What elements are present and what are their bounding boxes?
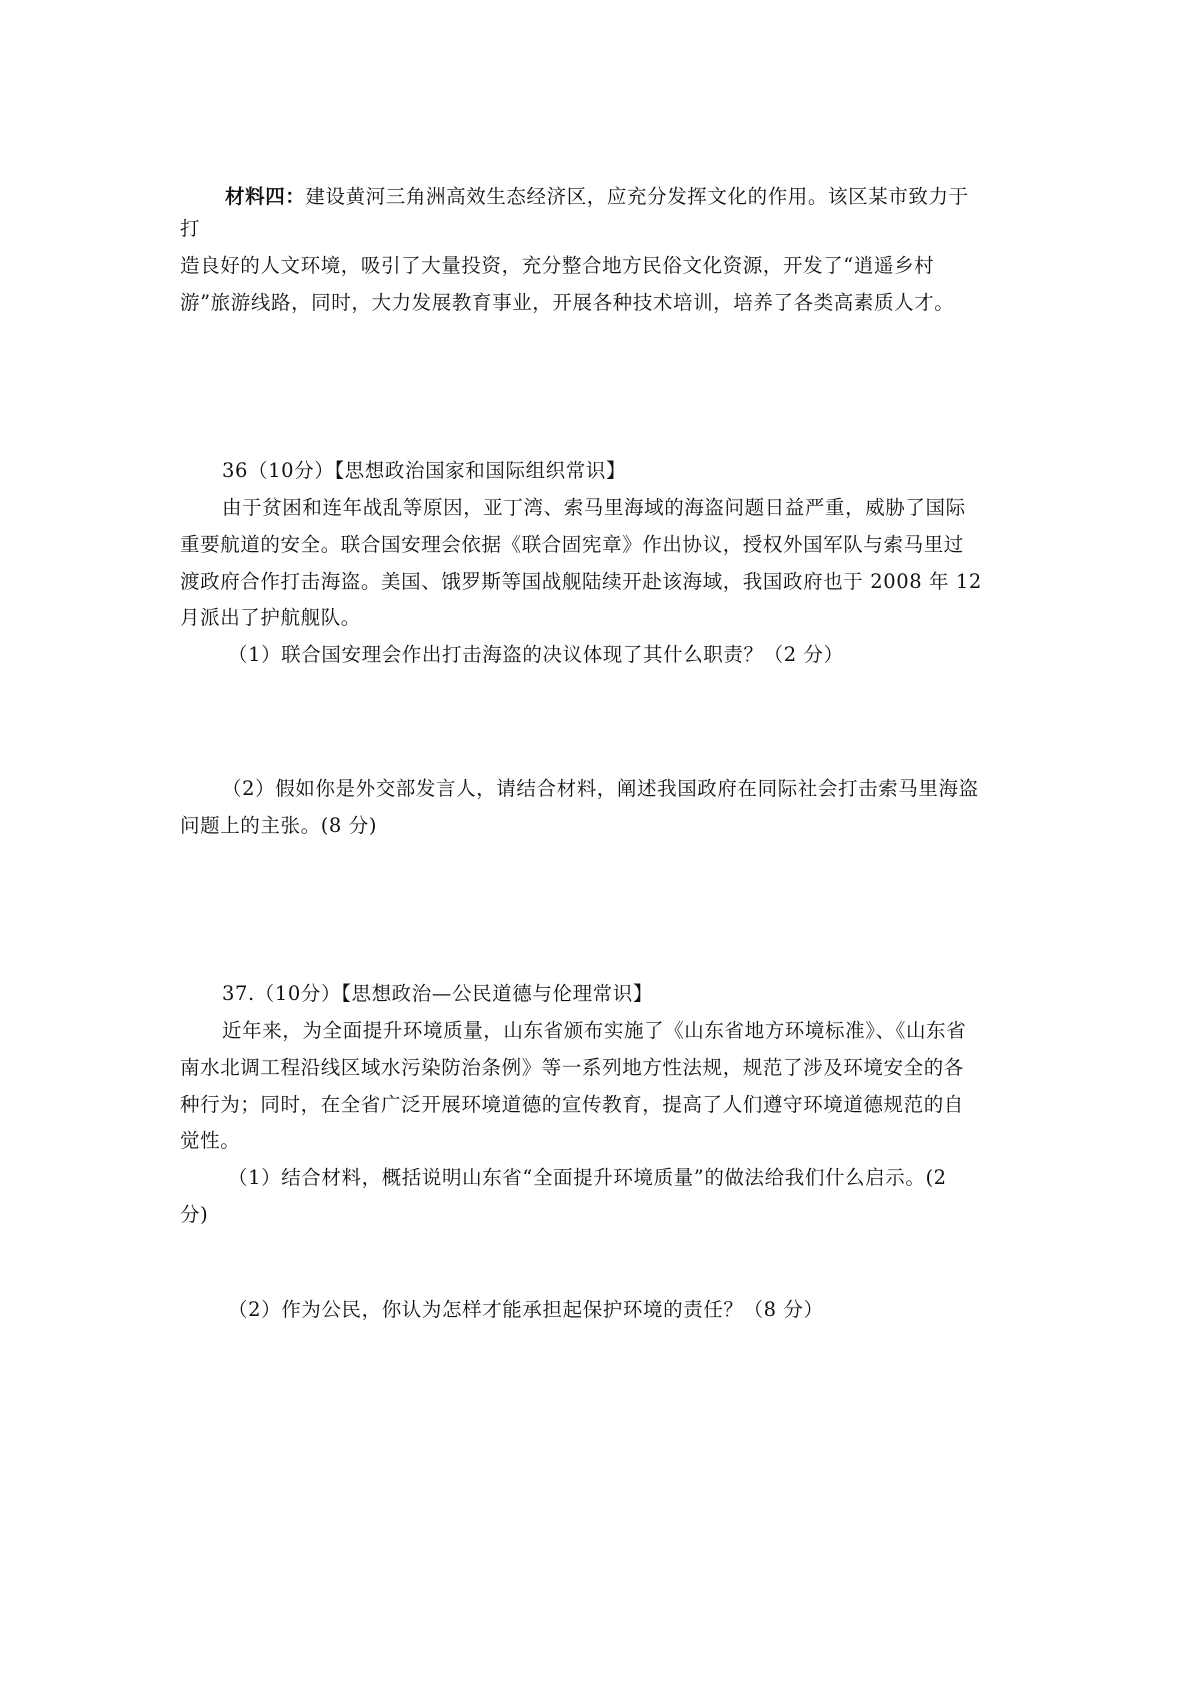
- material4-line1: [225, 183, 969, 211]
- q37-para-line4: 觉性。: [180, 1129, 241, 1152]
- q36-para-line4: 月派出了护航舰队。: [180, 606, 361, 629]
- q37-sub2: （2）作为公民，你认为怎样才能承担起保护环境的责任？（8 分）: [228, 1298, 824, 1321]
- q36-para-line2: 重要航道的安全。联合国安理会依据《联合固宪章》作出协议，授权外国军队与索马里过: [180, 533, 964, 556]
- q36-para-line3: 渡政府合作打击海盗。美国、饿罗斯等国战舰陆续开赴该海域，我国政府也于 2008 年 12: [180, 570, 982, 593]
- q36-sub1: （1）联合国安理会作出打击海盗的决议体现了其什么职责？（2 分）: [228, 643, 844, 666]
- q36-heading: 36（10分）【思想政治国家和国际组织常识】: [222, 459, 627, 482]
- q37-sub1-line2: 分): [180, 1203, 209, 1226]
- q36-sub2-line2: 问题上的主张。(8 分): [180, 814, 378, 837]
- q37-sub1-line1: （1）结合材料，概括说明山东省“全面提升环境质量”的做法给我们什么启示。(2: [228, 1166, 947, 1189]
- material4-line4: 游”旅游线路，同时，大力发展教育事业，开展各种技术培训，培养了各类高素质人才。: [180, 291, 955, 314]
- q37-para-line1: 近年来，为全面提升环境质量，山东省颁布实施了《山东省地方环境标准》、《山东省: [222, 1019, 967, 1042]
- material4-line3: 造良好的人文环境，吸引了大量投资，充分整合地方民俗文化资源，开发了“逍遥乡村: [180, 254, 935, 277]
- material4-text: 建设黄河三角洲高效生态经济区，应充分发挥文化的作用。该区某市致力于: [305, 185, 969, 208]
- material4-line2: 打: [180, 217, 201, 240]
- q37-para-line2: 南水北调工程沿线区域水污染防治条例》等一系列地方性法规，规范了涉及环境安全的各: [180, 1056, 964, 1079]
- q37-para-line3: 种行为；同时，在全省广泛开展环境道德的宣传教育，提高了人们遵守环境道德规范的自: [180, 1093, 964, 1116]
- q36-para-line1: 由于贫困和连年战乱等原因，亚丁湾、索马里海域的海盗问题日益严重，威胁了国际: [222, 496, 966, 519]
- q37-heading: 37.（10分）【思想政治—公民道德与伦理常识】: [222, 982, 653, 1005]
- material4-label: 材料四：: [225, 185, 306, 208]
- q36-sub2-line1: （2）假如你是外交部发言人，请结合材料，阐述我国政府在同际社会打击索马里海盗: [222, 777, 979, 800]
